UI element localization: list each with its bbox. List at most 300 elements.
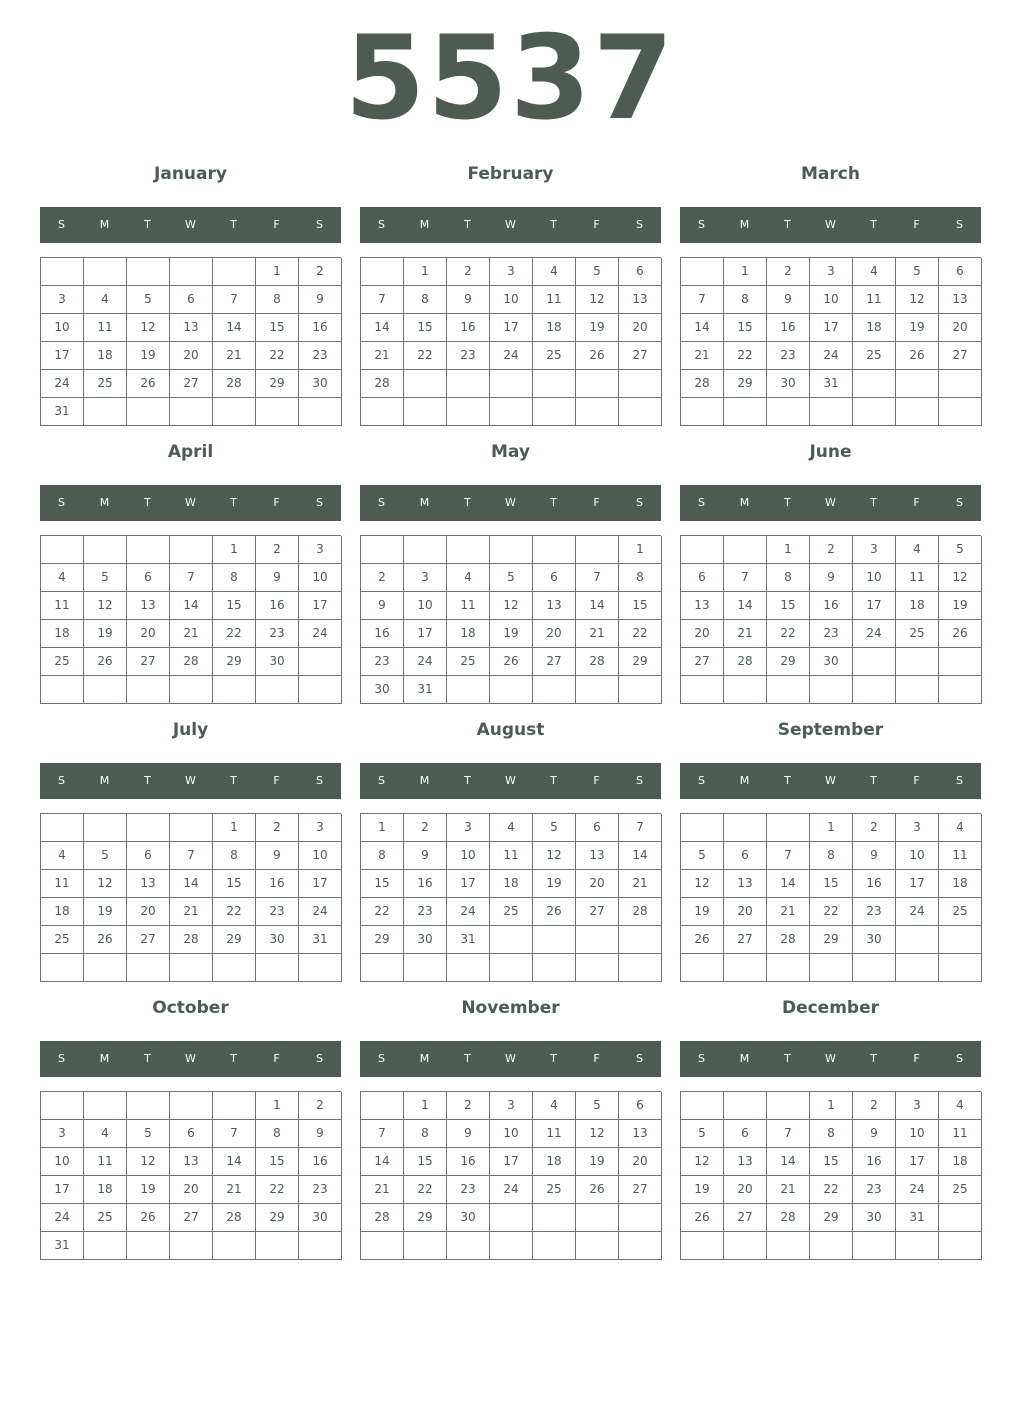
day-cell: 10 [896,1120,939,1148]
day-cell: 13 [619,1120,662,1148]
empty-day-cell [84,1232,127,1260]
day-cell: 16 [299,1148,342,1176]
empty-day-cell [619,370,662,398]
day-cell: 18 [939,1148,982,1176]
day-cell: 1 [404,258,447,286]
empty-day-cell [681,398,724,426]
day-cell: 24 [896,1176,939,1204]
month-name: July [172,720,209,740]
day-cell: 22 [724,342,767,370]
day-cell: 10 [41,1148,84,1176]
day-cell: 11 [896,564,939,592]
day-cell: 8 [767,564,810,592]
day-cell: 19 [84,898,127,926]
empty-day-cell [84,1092,127,1120]
day-cell: 12 [576,1120,619,1148]
day-cell: 20 [127,898,170,926]
weekday-label: F [273,218,280,231]
empty-day-cell [41,1092,84,1120]
day-cell: 8 [404,286,447,314]
day-cell: 13 [127,870,170,898]
day-cell: 20 [619,314,662,342]
day-cell: 1 [256,1092,299,1120]
day-cell: 15 [767,592,810,620]
empty-day-cell [213,1092,256,1120]
weekday-header [680,207,981,243]
day-cell: 14 [213,1148,256,1176]
day-cell: 10 [299,842,342,870]
day-cell: 12 [681,1148,724,1176]
empty-day-cell [681,1092,724,1120]
day-cell: 29 [810,926,853,954]
day-cell: 11 [853,286,896,314]
day-cell: 14 [767,870,810,898]
day-cell: 17 [447,870,490,898]
weekday-label: W [505,774,516,787]
weekday-label: W [825,1052,836,1065]
empty-day-cell [84,258,127,286]
empty-day-cell [619,1232,662,1260]
weekday-label: T [870,774,877,787]
empty-day-cell [41,536,84,564]
day-cell: 7 [361,1120,404,1148]
day-cell: 20 [724,1176,767,1204]
weekday-label: T [550,774,557,787]
day-cell: 22 [810,898,853,926]
day-cell: 3 [810,258,853,286]
empty-day-cell [170,1092,213,1120]
day-cell: 13 [939,286,982,314]
empty-day-cell [576,536,619,564]
day-cell: 17 [41,342,84,370]
day-cell: 15 [256,1148,299,1176]
day-cell: 17 [490,314,533,342]
day-cell: 22 [256,1176,299,1204]
day-cell: 27 [939,342,982,370]
day-cell: 3 [447,814,490,842]
day-cell: 23 [299,1176,342,1204]
empty-day-cell [299,676,342,704]
day-cell: 11 [84,1148,127,1176]
day-cell: 30 [404,926,447,954]
empty-day-cell [681,258,724,286]
month-name: March [801,164,860,184]
empty-day-cell [256,1232,299,1260]
day-cell: 21 [170,898,213,926]
day-cell: 12 [896,286,939,314]
day-cell: 6 [127,564,170,592]
day-cell: 23 [256,898,299,926]
day-cell: 14 [767,1148,810,1176]
day-cell: 31 [41,398,84,426]
day-cell: 15 [256,314,299,342]
empty-day-cell [853,648,896,676]
empty-day-cell [533,398,576,426]
weekday-label: T [870,218,877,231]
empty-day-cell [810,398,853,426]
weekday-label: S [636,496,643,509]
day-cell: 1 [724,258,767,286]
weekday-label: W [185,218,196,231]
day-cell: 28 [576,648,619,676]
day-cell: 5 [127,286,170,314]
empty-day-cell [767,398,810,426]
day-cell: 15 [213,870,256,898]
day-cell: 18 [853,314,896,342]
day-cell: 9 [256,564,299,592]
empty-day-cell [724,1092,767,1120]
month-name: May [491,442,530,462]
day-cell: 31 [447,926,490,954]
day-cell: 9 [404,842,447,870]
day-cell: 13 [170,1148,213,1176]
day-grid [40,535,341,704]
day-cell: 17 [810,314,853,342]
empty-day-cell [533,370,576,398]
day-cell: 14 [576,592,619,620]
day-cell: 10 [299,564,342,592]
weekday-label: S [956,218,963,231]
weekday-header [360,763,661,799]
weekday-label: W [185,1052,196,1065]
day-cell: 13 [170,314,213,342]
empty-day-cell [213,676,256,704]
day-cell: 22 [404,1176,447,1204]
day-cell: 1 [810,1092,853,1120]
day-cell: 24 [41,1204,84,1232]
weekday-label: T [230,1052,237,1065]
day-cell: 27 [724,1204,767,1232]
empty-day-cell [170,536,213,564]
day-cell: 21 [681,342,724,370]
empty-day-cell [213,258,256,286]
empty-day-cell [361,398,404,426]
empty-day-cell [256,676,299,704]
day-cell: 25 [533,1176,576,1204]
day-cell: 2 [447,1092,490,1120]
day-cell: 22 [619,620,662,648]
weekday-label: T [464,218,471,231]
day-cell: 1 [619,536,662,564]
day-cell: 22 [767,620,810,648]
day-cell: 21 [619,870,662,898]
weekday-label: M [99,1052,110,1065]
weekday-header [360,1041,661,1077]
day-cell: 28 [767,1204,810,1232]
day-cell: 30 [256,926,299,954]
day-cell: 6 [724,842,767,870]
empty-day-cell [939,676,982,704]
day-cell: 23 [256,620,299,648]
empty-day-cell [576,1232,619,1260]
day-cell: 6 [127,842,170,870]
day-cell: 25 [41,648,84,676]
day-cell: 23 [404,898,447,926]
day-cell: 9 [447,286,490,314]
day-cell: 10 [896,842,939,870]
weekday-label: T [784,774,791,787]
weekday-label: W [825,218,836,231]
empty-day-cell [84,814,127,842]
empty-day-cell [404,398,447,426]
day-cell: 17 [299,870,342,898]
weekday-label: T [464,1052,471,1065]
month-name: November [461,998,560,1018]
day-cell: 16 [447,1148,490,1176]
weekday-label: M [99,496,110,509]
day-cell: 27 [619,1176,662,1204]
empty-day-cell [896,648,939,676]
empty-day-cell [170,1232,213,1260]
day-cell: 27 [724,926,767,954]
day-cell: 18 [939,870,982,898]
empty-day-cell [490,926,533,954]
weekday-label: S [58,1052,65,1065]
empty-day-cell [724,814,767,842]
weekday-label: T [230,774,237,787]
day-cell: 27 [170,370,213,398]
day-cell: 28 [170,648,213,676]
empty-day-cell [767,1232,810,1260]
day-cell: 15 [213,592,256,620]
weekday-label: S [956,774,963,787]
day-grid [680,535,981,704]
empty-day-cell [767,814,810,842]
weekday-label: W [505,218,516,231]
day-cell: 19 [576,1148,619,1176]
day-cell: 9 [299,1120,342,1148]
day-cell: 6 [619,1092,662,1120]
empty-day-cell [576,398,619,426]
day-cell: 13 [533,592,576,620]
day-cell: 30 [810,648,853,676]
weekday-label: T [784,218,791,231]
weekday-label: W [185,774,196,787]
day-cell: 18 [490,870,533,898]
day-cell: 7 [361,286,404,314]
day-cell: 6 [170,1120,213,1148]
day-cell: 4 [41,564,84,592]
day-cell: 6 [576,814,619,842]
empty-day-cell [41,954,84,982]
empty-day-cell [853,398,896,426]
empty-day-cell [299,954,342,982]
empty-day-cell [213,398,256,426]
day-cell: 30 [256,648,299,676]
weekday-label: W [505,1052,516,1065]
month-name: August [476,720,545,740]
day-cell: 20 [170,1176,213,1204]
empty-day-cell [447,954,490,982]
day-cell: 15 [724,314,767,342]
month-name: January [154,164,227,184]
weekday-header [360,485,661,521]
day-cell: 3 [299,536,342,564]
day-cell: 19 [490,620,533,648]
day-cell: 11 [41,870,84,898]
empty-day-cell [853,1232,896,1260]
day-cell: 25 [939,898,982,926]
day-cell: 28 [361,1204,404,1232]
day-cell: 25 [84,1204,127,1232]
day-cell: 5 [576,1092,619,1120]
day-cell: 14 [361,1148,404,1176]
day-grid [680,813,981,982]
weekday-label: S [58,496,65,509]
day-cell: 19 [84,620,127,648]
empty-day-cell [127,676,170,704]
day-cell: 21 [170,620,213,648]
day-cell: 11 [533,286,576,314]
day-cell: 3 [490,1092,533,1120]
day-cell: 14 [170,870,213,898]
day-cell: 20 [619,1148,662,1176]
day-grid [680,257,981,426]
day-cell: 11 [41,592,84,620]
day-cell: 24 [853,620,896,648]
empty-day-cell [533,536,576,564]
day-cell: 12 [939,564,982,592]
weekday-label: T [550,496,557,509]
empty-day-cell [619,926,662,954]
day-cell: 18 [533,1148,576,1176]
day-cell: 17 [299,592,342,620]
empty-day-cell [681,1232,724,1260]
empty-day-cell [533,676,576,704]
empty-day-cell [127,954,170,982]
day-cell: 3 [490,258,533,286]
day-cell: 23 [299,342,342,370]
empty-day-cell [939,1204,982,1232]
day-cell: 7 [619,814,662,842]
day-cell: 5 [490,564,533,592]
day-cell: 25 [896,620,939,648]
weekday-label: M [419,774,430,787]
day-cell: 20 [533,620,576,648]
empty-day-cell [576,676,619,704]
day-cell: 8 [404,1120,447,1148]
day-cell: 7 [767,842,810,870]
day-cell: 1 [213,814,256,842]
day-cell: 22 [361,898,404,926]
day-cell: 1 [810,814,853,842]
day-cell: 7 [213,1120,256,1148]
empty-day-cell [724,676,767,704]
day-cell: 11 [447,592,490,620]
empty-day-cell [939,954,982,982]
empty-day-cell [361,258,404,286]
empty-day-cell [810,676,853,704]
weekday-header [40,485,341,521]
day-cell: 12 [127,1148,170,1176]
empty-day-cell [724,398,767,426]
day-cell: 4 [533,258,576,286]
day-cell: 14 [361,314,404,342]
day-cell: 26 [681,1204,724,1232]
day-cell: 14 [170,592,213,620]
day-cell: 30 [361,676,404,704]
day-cell: 27 [170,1204,213,1232]
month-name: February [467,164,554,184]
empty-day-cell [447,398,490,426]
empty-day-cell [939,398,982,426]
day-cell: 27 [619,342,662,370]
empty-day-cell [447,676,490,704]
day-cell: 21 [767,898,810,926]
day-cell: 24 [299,898,342,926]
weekday-label: M [419,1052,430,1065]
empty-day-cell [896,398,939,426]
weekday-label: S [956,496,963,509]
empty-day-cell [490,1204,533,1232]
day-grid [680,1091,981,1260]
empty-day-cell [939,926,982,954]
day-cell: 29 [361,926,404,954]
weekday-label: F [273,774,280,787]
day-cell: 14 [724,592,767,620]
day-cell: 4 [939,814,982,842]
day-grid [360,535,661,704]
day-cell: 23 [447,342,490,370]
empty-day-cell [619,676,662,704]
empty-day-cell [810,1232,853,1260]
day-cell: 21 [213,342,256,370]
day-cell: 24 [447,898,490,926]
day-cell: 10 [810,286,853,314]
day-cell: 27 [533,648,576,676]
weekday-header [680,485,981,521]
empty-day-cell [127,1092,170,1120]
weekday-label: F [593,1052,600,1065]
weekday-label: S [316,774,323,787]
day-cell: 5 [84,842,127,870]
day-cell: 2 [256,814,299,842]
day-cell: 7 [213,286,256,314]
weekday-label: M [99,218,110,231]
day-cell: 24 [41,370,84,398]
day-cell: 28 [619,898,662,926]
day-cell: 21 [767,1176,810,1204]
day-cell: 25 [853,342,896,370]
empty-day-cell [127,258,170,286]
day-cell: 16 [404,870,447,898]
weekday-label: W [825,496,836,509]
day-cell: 19 [127,342,170,370]
day-cell: 23 [361,648,404,676]
day-cell: 6 [533,564,576,592]
weekday-label: S [698,496,705,509]
empty-day-cell [299,648,342,676]
empty-day-cell [404,1232,447,1260]
day-cell: 15 [810,1148,853,1176]
empty-day-cell [896,370,939,398]
day-cell: 28 [767,926,810,954]
month-name: June [809,442,852,462]
day-cell: 5 [533,814,576,842]
weekday-label: T [144,1052,151,1065]
empty-day-cell [490,536,533,564]
weekday-label: S [58,774,65,787]
day-cell: 30 [299,370,342,398]
day-cell: 19 [681,898,724,926]
weekday-label: M [739,218,750,231]
day-cell: 9 [853,1120,896,1148]
day-cell: 2 [256,536,299,564]
day-cell: 3 [41,1120,84,1148]
day-cell: 24 [490,342,533,370]
weekday-label: T [230,218,237,231]
empty-day-cell [576,926,619,954]
